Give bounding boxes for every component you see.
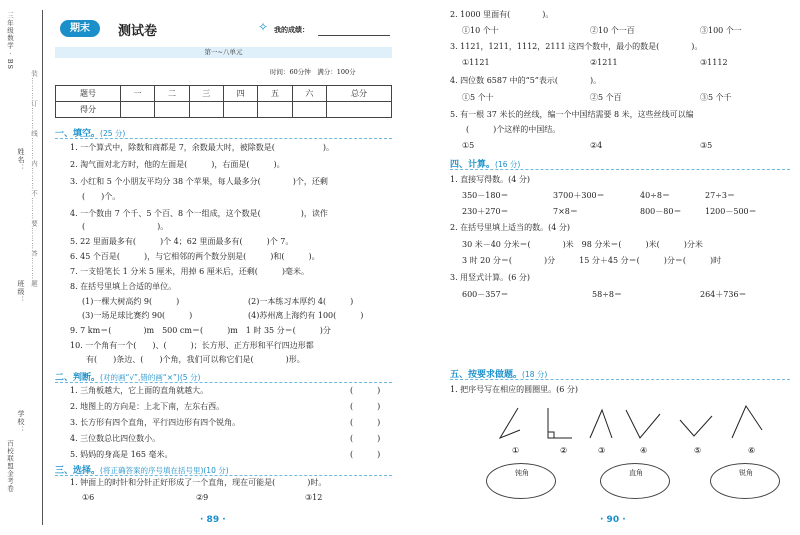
name-label: 姓名： xyxy=(17,148,25,172)
calc-item: 600－357＝ xyxy=(462,290,509,299)
calc-item: 264＋736＝ xyxy=(700,290,747,299)
score-header: 三 xyxy=(189,86,223,102)
calc-2-line-1: 30 米－40 分米＝( )米 98 分米＝( )米( )分米 xyxy=(462,240,703,249)
question-6: 6. 45 个百是( )，与它相邻的两个数分别是( )和( )。 xyxy=(70,252,320,261)
choice-1-option[interactable]: ②9 xyxy=(196,493,209,502)
question-8-2: (2)一本练习本厚约 4( ) xyxy=(248,297,354,306)
question-10-cont: 有( )条边、( )个角，我们可以称它们是( )形。 xyxy=(86,355,305,364)
calc-item: 58÷8＝ xyxy=(592,290,622,299)
section-title: 四、计算。 xyxy=(450,160,496,170)
obtuse-circle[interactable] xyxy=(486,463,556,499)
score-cell[interactable] xyxy=(327,102,392,118)
circle-label: 直角 xyxy=(629,469,643,477)
section-note: (将正确答案的序号填在括号里)(10 分) xyxy=(100,466,229,475)
choice-4: 4. 四位数 6587 中的“5”表示( )。 xyxy=(450,76,602,85)
section-divider xyxy=(55,382,392,383)
section-divider xyxy=(55,475,392,476)
question-2: 2. 淘气面对北方时，他的左面是( )，右面是( )。 xyxy=(70,160,285,169)
section-divider xyxy=(450,169,790,170)
choice-4-option[interactable]: ③5 个千 xyxy=(700,93,732,102)
calc-item: 1200－500＝ xyxy=(705,207,757,216)
choice-3-option[interactable]: ②1211 xyxy=(590,58,618,67)
angle-figure xyxy=(500,408,520,438)
score-header: 一 xyxy=(120,86,154,102)
choice-2-option[interactable]: ③100 个一 xyxy=(700,26,742,35)
section-title: 二、判断。 xyxy=(55,373,101,383)
question-3: 3. 小红和 5 个小朋友平均分 38 个苹果，每人最多分( )个，还剩 xyxy=(70,177,328,186)
choice-4-option[interactable]: ①5 个十 xyxy=(462,93,494,102)
score-header: 题号 xyxy=(56,86,121,102)
choice-4-option[interactable]: ②5 个百 xyxy=(590,93,622,102)
question-8-3: (3)一场足球比赛约 90( ) xyxy=(82,311,193,320)
score-cell[interactable] xyxy=(189,102,223,118)
angle-label: ① xyxy=(512,446,520,455)
circle-label: 钝角 xyxy=(515,469,529,477)
score-cell[interactable] xyxy=(292,102,326,118)
calc-item: 7×8＝ xyxy=(553,207,578,216)
judge-1-answer[interactable]: ( ) xyxy=(350,386,381,395)
score-cell[interactable] xyxy=(120,102,154,118)
class-label: 班级： xyxy=(17,280,25,304)
score-table xyxy=(55,85,392,118)
angle-figure xyxy=(680,416,712,436)
judge-2-answer[interactable]: ( ) xyxy=(350,402,381,411)
angle-label: ③ xyxy=(598,446,606,455)
angle-figures xyxy=(480,400,790,455)
sidebar-grade: 三年级数学 · BS xyxy=(6,12,14,70)
score-label: 我的成绩： xyxy=(274,25,309,34)
section-note: (18 分) xyxy=(522,370,548,379)
score-cell[interactable] xyxy=(258,102,292,118)
angle-figure xyxy=(590,410,612,438)
judge-3-answer[interactable]: ( ) xyxy=(350,418,381,427)
score-header: 五 xyxy=(258,86,292,102)
choice-3-option[interactable]: ③1112 xyxy=(700,58,728,67)
question-5: 5. 22 里面最多有( )个 4；62 里面最多有( )个 7。 xyxy=(70,237,294,246)
acute-circle[interactable] xyxy=(710,463,780,499)
sidebar-binding-text: 装………订………线………内………不………要………答………题 xyxy=(30,70,38,288)
choice-5-option[interactable]: ②4 xyxy=(590,141,603,150)
page-title: 测试卷 xyxy=(118,24,158,39)
angle-label: ⑤ xyxy=(694,446,702,455)
choice-5: 5. 有一根 37 米长的丝线，编一个中国结需要 8 米，这些丝线可以编 xyxy=(450,110,694,119)
calc-item: 27÷3＝ xyxy=(705,191,735,200)
judge-4-answer[interactable]: ( ) xyxy=(350,434,381,443)
question-9: 9. 7 km＝( )m 500 cm＝( )m 1 时 35 分＝( )分 xyxy=(70,326,331,335)
question-4: 4. 一个数由 7 个千、5 个百、8 个一组成，这个数是( )，读作 xyxy=(70,209,328,218)
choice-2: 2. 1000 里面有( )。 xyxy=(450,10,554,19)
question-10: 10. 一个角有一个( )、( )；长方形、正方形和平行四边形都 xyxy=(70,341,314,350)
question-8-1: (1)一棵大树高约 9( ) xyxy=(82,297,180,306)
section-title: 五、按要求做题。 xyxy=(450,370,523,380)
score-header: 总分 xyxy=(327,86,392,102)
exam-badge: 期末 xyxy=(60,20,100,37)
choice-2-option[interactable]: ①10 个十 xyxy=(462,26,499,35)
question-7: 7. 一支铅笔长 1 分米 5 厘米，用掉 6 厘米后，还剩( )毫米。 xyxy=(70,267,309,276)
calc-1: 1. 直接写得数。(4 分) xyxy=(450,175,531,184)
calc-2-line-2: 3 时 20 分＝( )分 15 分＋45 分＝( )分＝( )时 xyxy=(462,256,722,265)
right-angle-circle[interactable] xyxy=(600,463,670,499)
angle-label: ④ xyxy=(640,446,648,455)
binding-line xyxy=(42,10,43,525)
school-label: 学校： xyxy=(17,410,25,434)
choice-1-option[interactable]: ③12 xyxy=(305,493,323,502)
section-title: 一、填空。 xyxy=(55,129,101,139)
angle-label: ② xyxy=(560,446,568,455)
question-4-cont: ( )。 xyxy=(82,222,169,231)
score-cell[interactable] xyxy=(223,102,257,118)
choice-3: 3. 1121，1211，1112，2111 这四个数中，最小的数是( )。 xyxy=(450,42,703,51)
score-row-label: 得分 xyxy=(56,102,121,118)
star-icon: ✧ xyxy=(258,20,269,34)
judge-2: 2. 地图上的方向是：上北下南，左东右西。 xyxy=(70,402,225,411)
score-header: 四 xyxy=(223,86,257,102)
sidebar-brand: 百校联盟金考卷 xyxy=(6,440,14,493)
score-cell[interactable] xyxy=(155,102,189,118)
calc-item: 350－180＝ xyxy=(462,191,509,200)
angle-figure xyxy=(548,408,572,438)
angle-figure xyxy=(732,406,762,438)
angle-label: ⑥ xyxy=(748,446,756,455)
page-number: · 90 · xyxy=(600,515,626,525)
question-3-cont: ( )个。 xyxy=(82,192,121,201)
task-1: 1. 把序号写在相应的圆圈里。(6 分) xyxy=(450,385,579,394)
calc-item: 3700＋300＝ xyxy=(553,191,605,200)
score-line xyxy=(318,35,390,36)
section-divider xyxy=(55,138,392,139)
question-8-4: (4)苏州离上海约有 100( ) xyxy=(248,311,364,320)
judge-3: 3. 长方形有四个直角，平行四边形有四个锐角。 xyxy=(70,418,241,427)
choice-3-option[interactable]: ①1121 xyxy=(462,58,490,67)
section-note: (对的画“√”,错的画“×”)(5 分) xyxy=(100,373,201,382)
choice-2-option[interactable]: ②10 个一百 xyxy=(590,26,635,35)
calc-item: 40÷8＝ xyxy=(640,191,670,200)
judge-4: 4. 三位数总比四位数小。 xyxy=(70,434,161,443)
section-title: 三、选择。 xyxy=(55,466,101,476)
time-info: 时间：60分钟 满分：100分 xyxy=(270,68,356,76)
calc-3: 3. 用竖式计算。(6 分) xyxy=(450,273,531,282)
choice-1: 1. 钟面上的时针和分针正好形成了一个直角，现在可能是( )时。 xyxy=(70,478,327,487)
judge-5: 5. 妈妈的身高是 165 毫米。 xyxy=(70,450,173,459)
units-bar: 第一~八单元 xyxy=(55,47,392,58)
section-note: (25 分) xyxy=(100,129,126,138)
judge-1: 1. 三角板越大，它上面的直角就越大。 xyxy=(70,386,209,395)
section-note: (16 分) xyxy=(495,160,521,169)
judge-5-answer[interactable]: ( ) xyxy=(350,450,381,459)
choice-1-option[interactable]: ①6 xyxy=(82,493,95,502)
choice-5-option[interactable]: ①5 xyxy=(462,141,475,150)
question-1: 1. 一个算式中，除数和商都是 7，余数最大时，被除数是( )。 xyxy=(70,143,335,152)
calc-item: 230＋270＝ xyxy=(462,207,509,216)
angle-figure xyxy=(626,410,660,438)
choice-5-option[interactable]: ③5 xyxy=(700,141,713,150)
page-number: · 89 · xyxy=(200,515,226,525)
question-8: 8. 在括号里填上合适的单位。 xyxy=(70,282,177,291)
score-header: 六 xyxy=(292,86,326,102)
score-header: 二 xyxy=(155,86,189,102)
section-divider xyxy=(450,379,790,380)
choice-5-cont: ( )个这样的中国结。 xyxy=(466,125,561,134)
circle-label: 锐角 xyxy=(739,469,753,477)
calc-item: 800－80＝ xyxy=(640,207,682,216)
calc-2: 2. 在括号里填上适当的数。(4 分) xyxy=(450,223,571,232)
